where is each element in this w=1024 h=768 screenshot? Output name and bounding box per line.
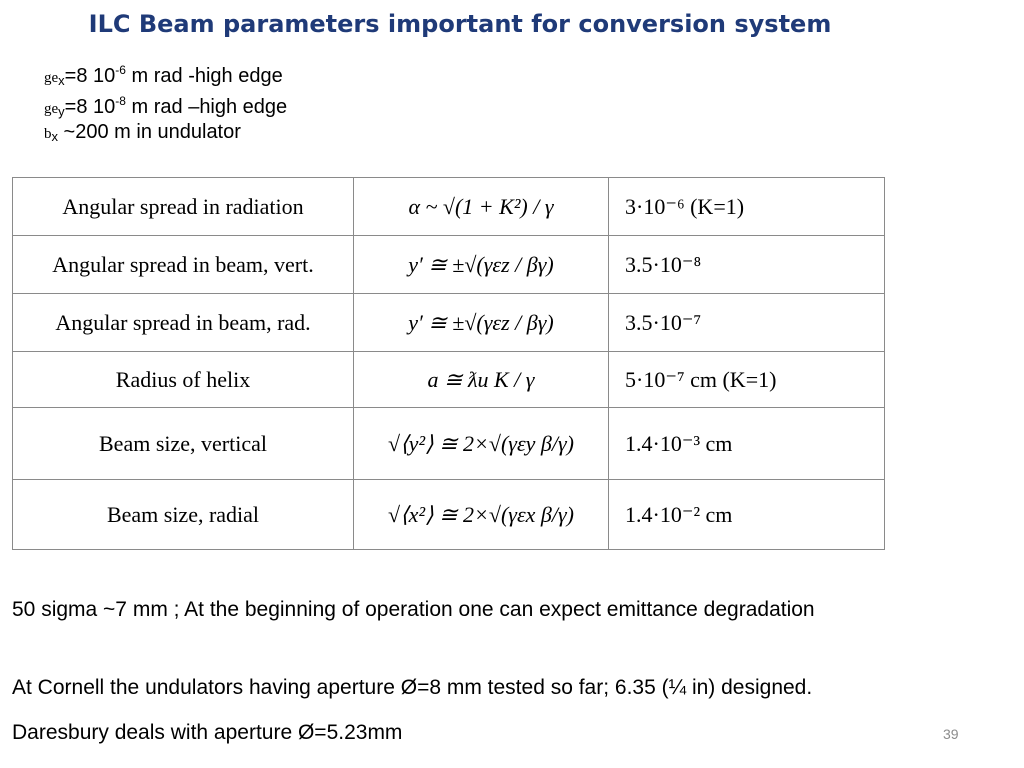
note-emittance-degradation: 50 sigma ~7 mm ; At the beginning of operation one can expect emittance degradation [12,598,815,621]
table-row [13,408,885,480]
param-subscript: x [51,129,58,144]
param-subscript: x [58,73,65,88]
slide-title: ILC Beam parameters important for conversion system [88,10,832,38]
beam-parameters-table [12,177,885,550]
note-daresbury-aperture: Daresbury deals with aperture Ø=5.23mm [12,721,403,744]
emittance-x-line [44,58,283,93]
parameter-value: 3.5·10⁻⁷ [609,294,885,352]
param-text: m rad -high edge [125,65,283,87]
parameter-name: Beam size, vertical [13,408,354,480]
param-subscript: y [58,104,65,119]
table-row [13,178,885,236]
parameter-value: 3.5·10⁻⁸ [609,236,885,294]
param-text: m rad –high edge [125,96,288,118]
parameter-name: Angular spread in radiation [13,178,354,236]
parameter-formula: α ~ √(1 + K²) / γ [354,178,609,236]
param-text: ~200 m in undulator [58,121,241,143]
note-cornell-aperture: At Cornell the undulators having aperture Ø=8 mm tested so far; 6.35 (¼ in) designed. [12,676,813,699]
parameter-value: 1.4·10⁻² cm [609,480,885,550]
parameter-value: 1.4·10⁻³ cm [609,408,885,480]
param-exponent: -8 [115,94,126,108]
parameter-value: 5·10⁻⁷ cm (K=1) [609,352,885,408]
parameter-formula: y′ ≅ ±√(γεz / βγ) [354,236,609,294]
parameter-value: 3·10⁻⁶ (K=1) [609,178,885,236]
param-text: =8 10 [64,65,116,87]
page-number: 39 [943,726,959,742]
parameter-formula: √⟨x²⟩ ≅ 2×√(γεx β/γ) [354,480,609,550]
beta-x-line [44,120,241,149]
table-row [13,294,885,352]
table-row [13,236,885,294]
parameter-name: Radius of helix [13,352,354,408]
param-symbol: b [44,126,52,142]
parameter-name: Angular spread in beam, rad. [13,294,354,352]
parameter-name: Angular spread in beam, vert. [13,236,354,294]
param-symbol: ge [44,70,59,86]
table-row [13,480,885,550]
param-text: =8 10 [64,96,116,118]
parameter-name: Beam size, radial [13,480,354,550]
parameter-formula: √⟨y²⟩ ≅ 2×√(γεy β/γ) [354,408,609,480]
parameter-formula: a ≅ ƛu K / γ [354,352,609,408]
parameter-formula: y′ ≅ ±√(γεz / βγ) [354,294,609,352]
param-symbol: ge [44,101,59,117]
param-exponent: -6 [115,63,126,77]
emittance-y-line [44,89,287,124]
table-row [13,352,885,408]
